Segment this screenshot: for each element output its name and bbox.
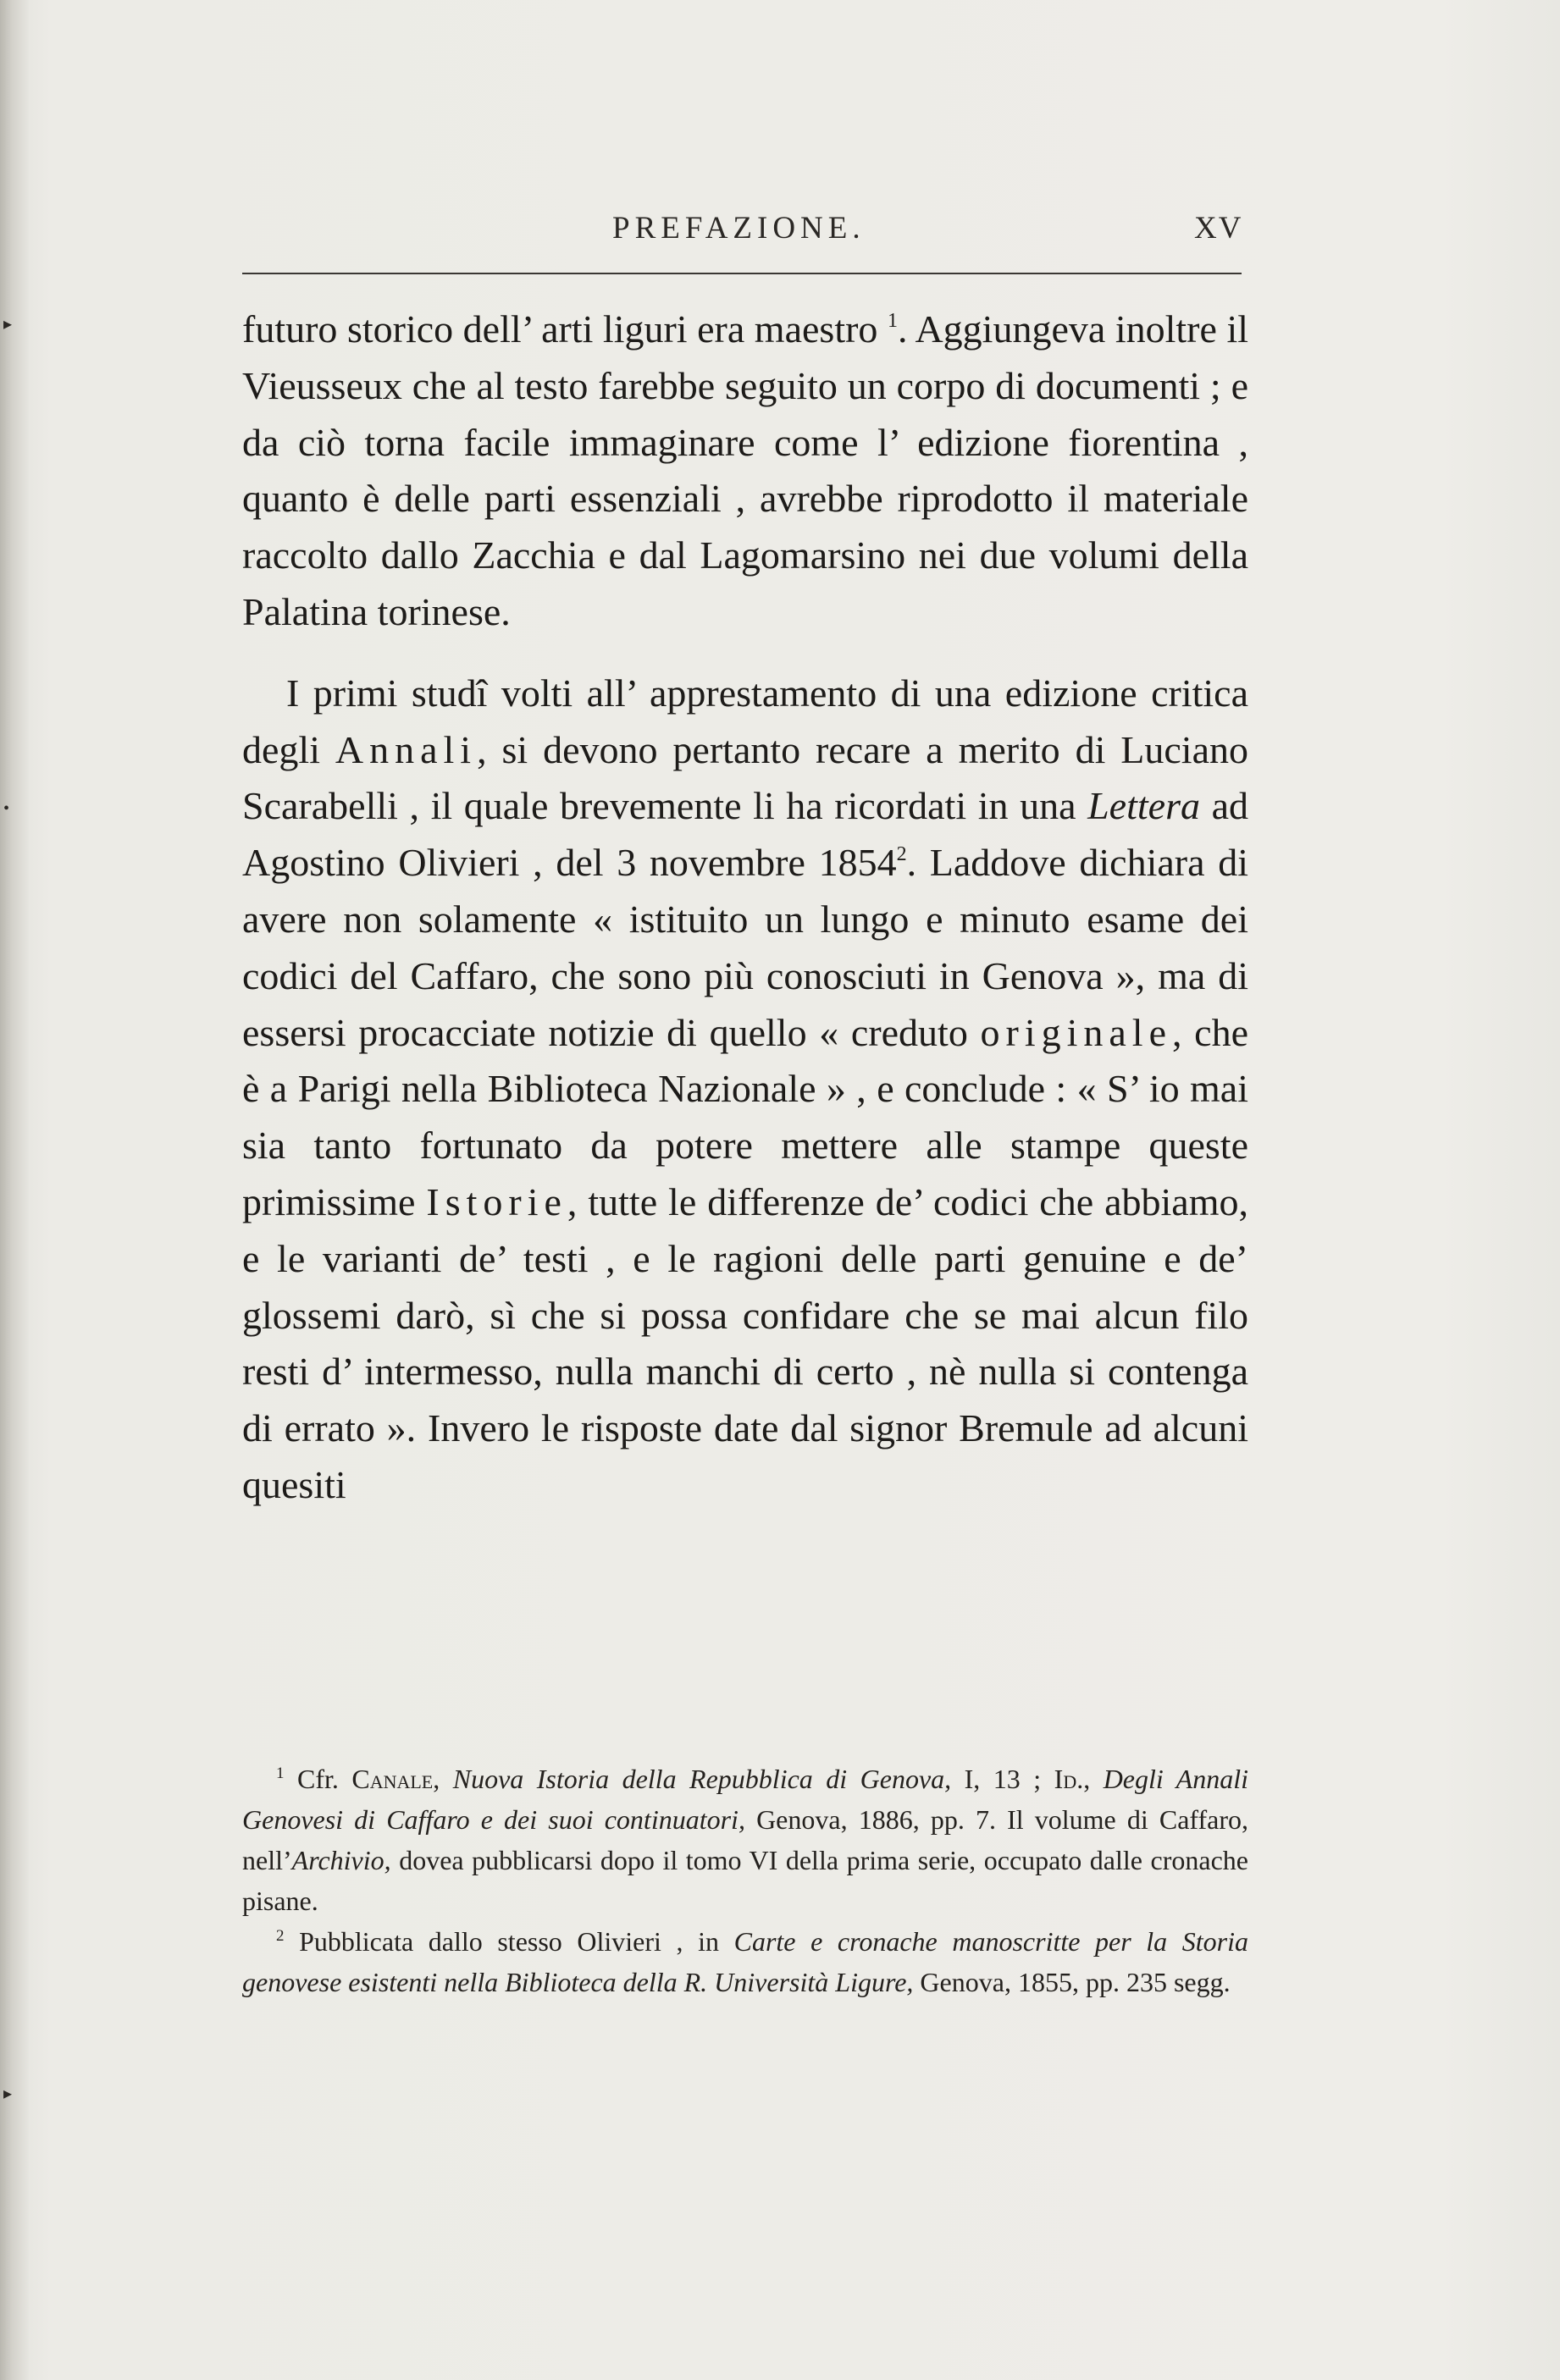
- footnote-1-author: Canale: [351, 1764, 434, 1794]
- paragraph-2-text-3: ad Agostino Olivieri , del 3 novembre 1854: [242, 784, 1248, 885]
- binding-mark-icon: •: [3, 799, 10, 818]
- annali-spaced: Annali: [335, 727, 478, 771]
- lettera-italic: Lettera: [1087, 784, 1200, 828]
- paragraph-2-text-6: , tutte le differenze de’ codici che abbiamo, e le varianti de’ testi , e le ragioni delle parti genuine e de’ glossemi darò, sì che si possa confidare che se mai alcun filo resti d’ intermesso, nulla manchi di certo , nè nulla si contenga di errato ». Invero le risposte date dal signor Bremule ad alcuni quesiti: [242, 1179, 1248, 1506]
- footnote-1-number: 1: [276, 1764, 285, 1782]
- footnote-1-id: Id.: [1054, 1764, 1084, 1794]
- running-head: [242, 200, 1242, 259]
- paragraph-2-text-4: . Laddove dichiara di avere non solamente « istituito un lungo e minuto esame dei codici del Caffaro, che sono più conosciuti in Genova », ma di essersi procacciate notizie di quello « creduto: [242, 841, 1249, 1054]
- footnote-2-text-a: Pubblicata dallo stesso Olivieri , in: [299, 1926, 734, 1957]
- footnote-1-text-f: dovea pubblicarsi dopo il tomo VI della prima serie, occupato dalle cronache pisane.: [242, 1845, 1248, 1916]
- footnote-1: [242, 1759, 1248, 1921]
- paragraph-2-text-2: , si devono pertanto recare a merito di Luciano Scarabelli , il quale brevemente li ha ricordati in una: [242, 727, 1248, 828]
- paragraph-2: [242, 665, 1248, 1514]
- paragraph-1-text: futuro storico dell’ arti liguri era maestro: [242, 307, 888, 351]
- running-title: PREFAZIONE.: [612, 211, 866, 246]
- istorie-spaced: Istorie: [426, 1179, 567, 1223]
- footnote-2-title: Carte e cronache manoscritte per la Storia genovese esistenti nella Biblioteca della R. Università Ligure,: [242, 1926, 1248, 1997]
- paragraph-1-text-b: . Aggiungeva inoltre il Vieusseux che al testo farebbe seguito un corpo di documenti ; e da ciò torna facile immaginare come l’ edizione fiorentina , quanto è delle parti essenziali , avrebbe riprodotto il materiale raccolto dallo Zacchia e dal Lagomarsino nei due volumi della Palatina torinese.: [242, 307, 1249, 633]
- main-text: [242, 301, 1248, 1514]
- footnotes: [242, 1759, 1248, 2002]
- header-rule: [242, 273, 1242, 274]
- footnote-ref-2: 2: [896, 843, 907, 866]
- footnote-1-title-1: Nuova Istoria della Repubblica di Genova,: [452, 1764, 952, 1794]
- paragraph-2-text-1: I primi studî volti all’ apprestamento di una edizione critica degli: [242, 671, 1248, 771]
- footnote-1-title-2: Degli Annali Genovesi di Caffaro e dei suoi continuatori,: [242, 1764, 1249, 1835]
- footnote-1-archivio: Archivio,: [291, 1845, 391, 1875]
- paragraph-1: [242, 301, 1248, 641]
- footnote-1-text-c: I, 13 ;: [951, 1764, 1054, 1794]
- originale-spaced: originale: [980, 1010, 1172, 1054]
- footnote-1-text-d: ,: [1083, 1764, 1104, 1794]
- binding-mark-icon: ▸: [3, 315, 13, 334]
- footnote-1-text-b: ,: [433, 1764, 453, 1794]
- paragraph-2-text-5: , che è a Parigi nella Biblioteca Nazionale » , e conclude : « S’ io mai sia tanto fortunato da potere mettere alle stampe queste primissime: [242, 1010, 1248, 1223]
- binding-mark-icon: ▸: [3, 2085, 13, 2103]
- page-gutter: [0, 0, 29, 2380]
- footnote-1-text-e: Genova, 1886, pp. 7. Il volume di Caffaro, nell’: [242, 1804, 1249, 1875]
- footnote-ref-1: 1: [887, 310, 898, 332]
- footnote-1-text-a: Cfr.: [296, 1764, 352, 1794]
- footnote-2-text-b: Genova, 1855, pp. 235 segg.: [913, 1967, 1231, 1997]
- page-number: XV: [1194, 211, 1243, 246]
- footnote-2-number: 2: [276, 1927, 285, 1945]
- footnote-2: [242, 1921, 1248, 2002]
